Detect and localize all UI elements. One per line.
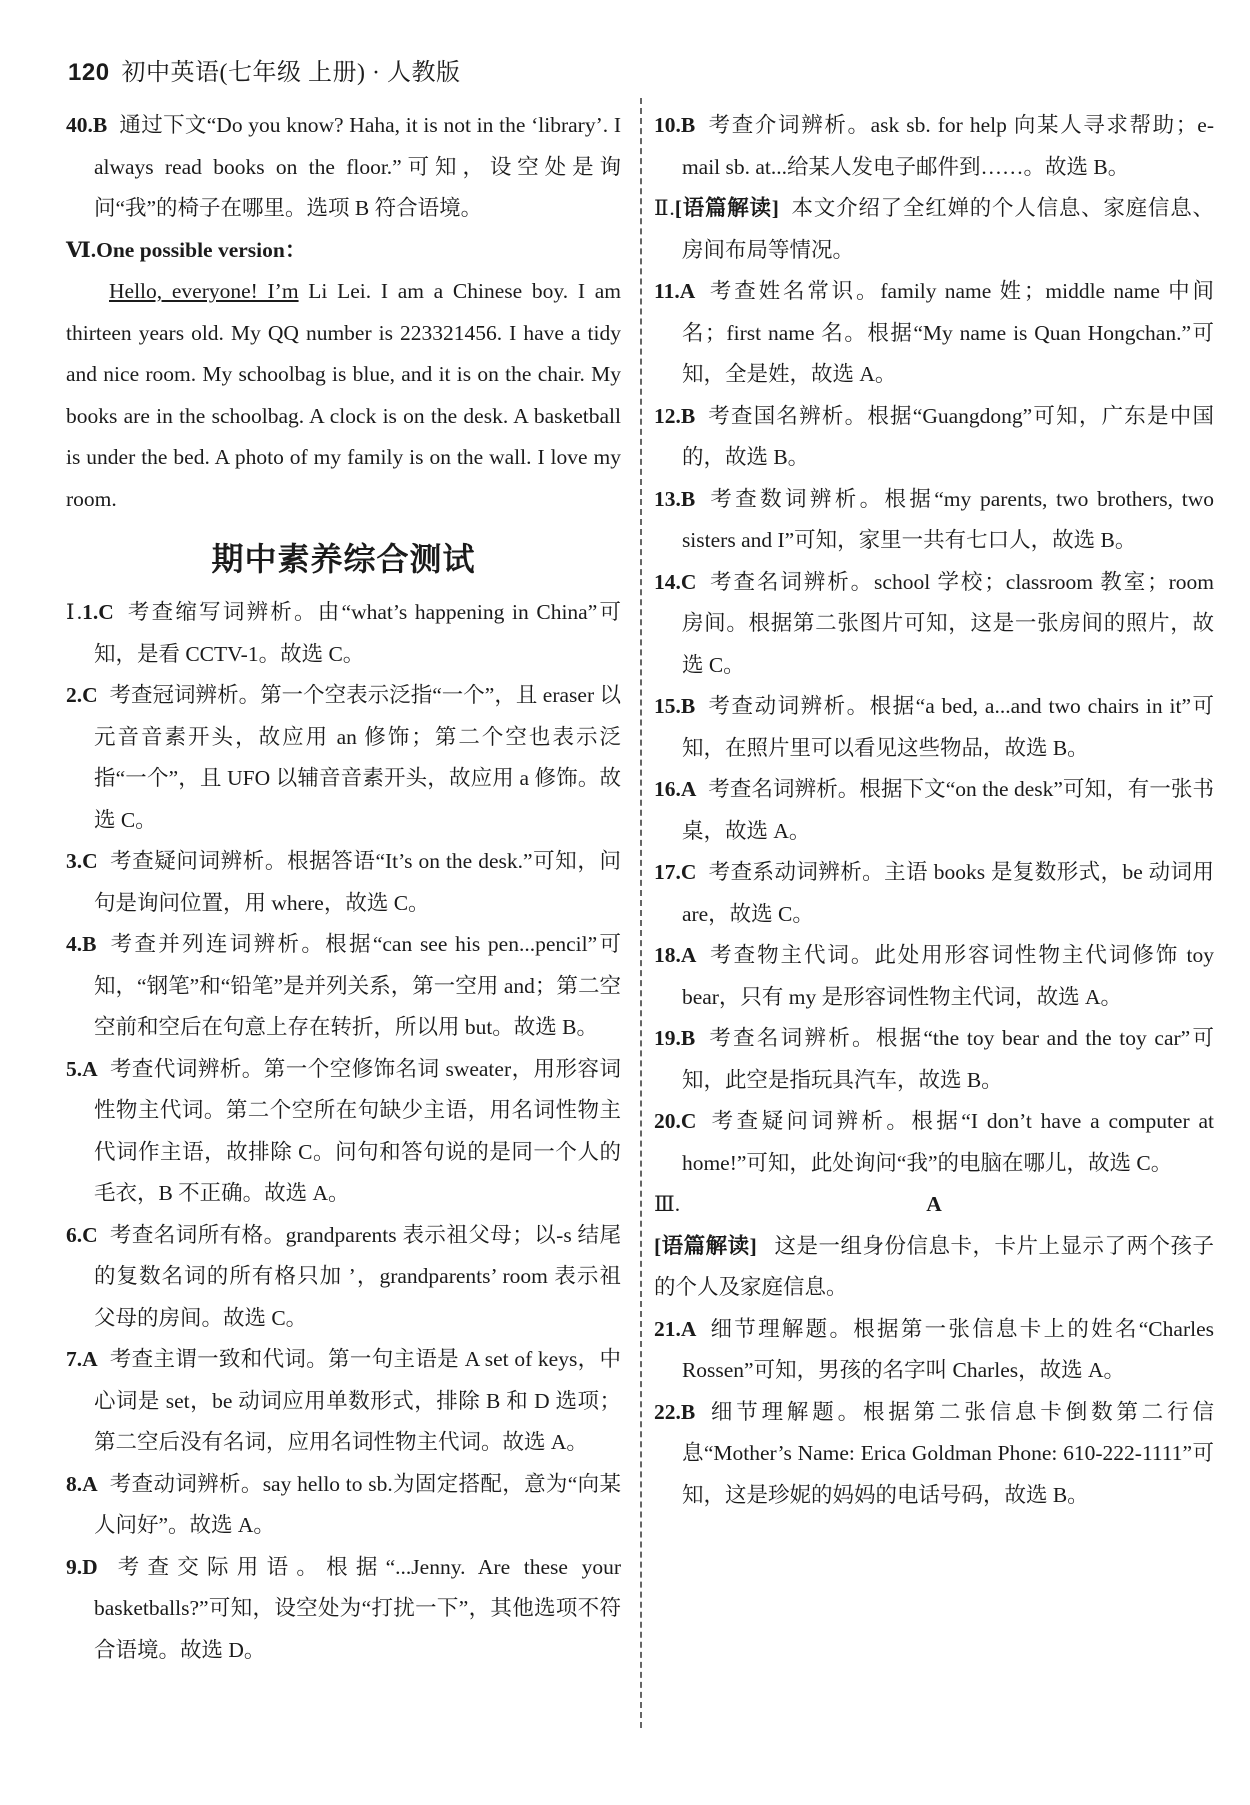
answer-13: 13.B 考查数词辨析。根据“my parents, two brothers, two sisters and I”可知，家里一共有七口人，故选 B。 — [654, 486, 1214, 552]
answer-7: 7.A 考查主谓一致和代词。第一句主语是 A set of keys，中心词是 set，be 动词应用单数形式，排除 B 和 D 选项；第二空后没有名词，应用名词性物主代词。故选 A。 — [66, 1347, 621, 1454]
answer-19: 19.B 考查名词辨析。根据“the toy bear and the toy car”可知，此空是指玩具汽车，故选 B。 — [654, 1026, 1214, 1092]
page-header — [68, 52, 461, 88]
answer-18: 18.A 考查物主代词。此处用形容词性物主代词修饰 toy bear，只有 my 是形容词性物主代词，故选 A。 — [654, 943, 1214, 1009]
answer-10: 10.B 考查介词辨析。ask sb. for help 向某人寻求帮助；e-mail sb. at...给某人发电子邮件到……。故选 B。 — [654, 113, 1214, 179]
section-2-passage-reading: Ⅱ.[语篇解读] 本文介绍了全红婵的个人信息、家庭信息、房间布局等情况。 — [654, 196, 1214, 262]
section-3-passage-reading: [语篇解读] 这是一组身份信息卡，卡片上显示了两个孩子的个人及家庭信息。 — [654, 1233, 1214, 1299]
answer-12: 12.B 考查国名辨析。根据“Guangdong”可知，广东是中国的，故选 B。 — [654, 403, 1214, 469]
answer-14: 14.C 考查名词辨析。school 学校；classroom 教室；room 房间。根据第二张图片可知，这是一张房间的照片，故选 C。 — [654, 569, 1214, 677]
book-title: 初中英语(七年级 上册) · 人教版 — [121, 60, 461, 86]
answer-5: 5.A 考查代词辨析。第一个空修饰名词 sweater，用形容词性物主代词。第二个空所在句缺少主语，用名词性物主代词作主语，故排除 C。问句和答句说的是同一个人的毛衣，B 不正确。故选 A。 — [66, 1056, 621, 1205]
composition-text: Hello, everyone! I’m Li Lei. I am a Chinese boy. I am thirteen years old. My QQ number is 223321456. I have a tidy and nice room. My schoolbag is blue, and it is on the chair. My books are in the schoolbag. A clock is on the desk. A basketball is under the bed. A photo of my family is on the wall. I love my room. — [66, 279, 621, 511]
answer-4: 4.B 考查并列连词辨析。根据“can see his pen...pencil”可知，“钢笔”和“铅笔”是并列关系，第一空用 and；第二空空前和空后在句意上存在转折，所以用 but。故选 B。 — [66, 932, 621, 1039]
answer-40: 40.B 通过下文“Do you know? Haha, it is not in the ‘library’. I always read books on the floor.”可知，设空处是询问“我”的椅子在哪里。选项 B 符合语境。 — [66, 113, 621, 220]
answer-1: Ⅰ.1.C 考查缩写词辨析。由“what’s happening in China”可知，是看 CCTV-1。故选 C。 — [66, 600, 622, 666]
answer-3: 3.C 考查疑问词辨析。根据答语“It’s on the desk.”可知，问句是询问位置，用 where，故选 C。 — [66, 849, 621, 915]
sample-composition — [66, 271, 621, 520]
answer-20: 20.C 考查疑问词辨析。根据“I don’t have a computer at home!”可知，此处询问“我”的电脑在哪儿，故选 C。 — [654, 1109, 1214, 1175]
answer-15: 15.B 考查动词辨析。根据“a bed, a...and two chairs in it”可知，在照片里可以看见这些物品，故选 B。 — [654, 694, 1214, 760]
answer-6: 6.C 考查名词所有格。grandparents 表示祖父母；以-s 结尾的复数名词的所有格只加 ’，grandparents’ room 表示祖父母的房间。故选 C。 — [66, 1222, 621, 1330]
answer-8: 8.A 考查动词辨析。say hello to sb.为固定搭配，意为“向某人问好”。故选 A。 — [66, 1471, 621, 1537]
page-number: 120 — [68, 59, 110, 86]
midterm-test-title: 期中素养综合测试 — [211, 540, 476, 578]
left-column — [66, 105, 621, 1671]
answer-2: 2.C 考查冠词辨析。第一个空表示泛指“一个”，且 eraser 以元音音素开头，故应用 an 修饰；第二个空也表示泛指“一个”，且 UFO 以辅音音素开头，故应用 a 修饰。故选 C。 — [66, 683, 621, 832]
column-divider — [640, 98, 642, 1728]
answer-11: 11.A 考查姓名常识。family name 姓；middle name 中间名；first name 名。根据“My name is Quan Hongchan.”可知，全是姓，故选 A。 — [654, 279, 1214, 386]
section-6-heading: Ⅵ.One possible version： — [66, 237, 307, 262]
answer-16: 16.A 考查名词辨析。根据下文“on the desk”可知，有一张书桌，故选 A。 — [654, 777, 1214, 843]
answer-22: 22.B 细节理解题。根据第二张信息卡倒数第二行信息“Mother’s Name: Erica Goldman Phone: 610-222-1111”可知，这是珍妮的妈妈的电话号码，故选 B。 — [654, 1399, 1214, 1507]
answer-21: 21.A 细节理解题。根据第一张信息卡上的姓名“Charles Rossen”可知，男孩的名字叫 Charles，故选 A。 — [654, 1316, 1214, 1382]
section-3-heading: Ⅲ. A — [654, 1184, 1214, 1226]
answer-9: 9.D 考查交际用语。根据“...Jenny. Are these your basketballs?”可知，设空处为“打扰一下”，其他选项不符合语境。故选 D。 — [66, 1554, 621, 1662]
part-a-label: A — [926, 1192, 942, 1216]
right-column — [654, 105, 1214, 1516]
answer-17: 17.C 考查系动词辨析。主语 books 是复数形式，be 动词用 are，故选 C。 — [654, 860, 1214, 926]
